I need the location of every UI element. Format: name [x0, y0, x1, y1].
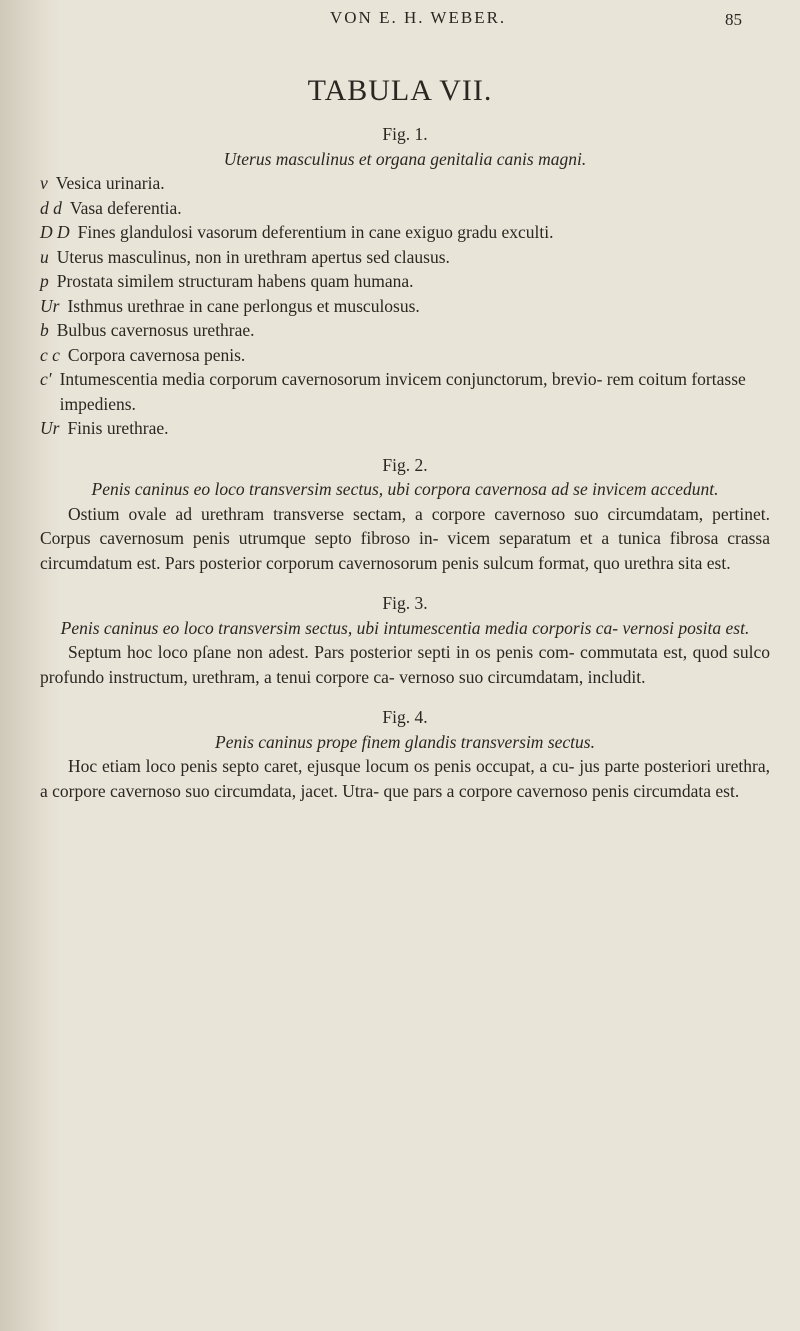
legend-text: Prostata similem structuram habens quam humana.: [56, 271, 414, 291]
page-number: 85: [725, 10, 742, 29]
legend-text: Intumescentia media corporum cavernosorum invicem conjunctorum, brevio- rem coitum fortasse impediens.: [59, 369, 746, 414]
fig2-label: Fig. 2.: [382, 454, 428, 475]
legend-item: [40, 220, 770, 245]
fig4-text: Hoc etiam loco penis septo caret, ejusque locum os penis occupat, a cu- jus parte posteriori urethra, a corpore cavernoso suo circumdata, jacet. Utra- que pars a corpore cavernoso penis circumdata est.: [40, 756, 770, 801]
fig2-caption: Penis caninus eo loco transversim sectus, ubi corpora cavernosa ad se invicem accedunt.: [91, 479, 719, 499]
page-content: [40, 122, 770, 803]
fig3-label: Fig. 3.: [382, 593, 428, 613]
legend-text: Uterus masculinus, non in urethram apertus sed clausus.: [56, 246, 450, 267]
legend-key: d d: [40, 197, 62, 218]
legend-item: [40, 367, 770, 416]
legend-item: [40, 245, 770, 270]
legend-item: [40, 171, 770, 196]
legend-key: u: [40, 246, 49, 267]
fig4-caption: Penis caninus prope finem glandis transversim sectus.: [215, 731, 595, 752]
fig4-label: Fig. 4.: [382, 707, 428, 727]
fig1-caption: Uterus masculinus et organa genitalia canis magni.: [223, 148, 587, 169]
fig3-caption: Penis caninus eo loco transversim sectus, ubi intumescentia media corporis ca- vernosi posita est.: [60, 617, 750, 638]
legend-key: D D: [40, 222, 70, 242]
legend-text: Bulbus cavernosus urethrae.: [56, 320, 255, 340]
legend-key: b: [40, 320, 49, 340]
legend-key: Ur: [40, 418, 60, 438]
legend-key: p: [40, 271, 49, 291]
fig1-legend: [40, 171, 770, 441]
legend-item: [40, 269, 770, 294]
plate-title: TABULA VII.: [307, 74, 493, 107]
legend-key: c′: [40, 369, 52, 389]
legend-text: Corpora cavernosa penis.: [67, 344, 246, 365]
legend-text: Finis urethrae.: [67, 418, 169, 438]
legend-item: [40, 196, 770, 221]
legend-item: [40, 416, 770, 441]
legend-item: [40, 294, 770, 319]
legend-text: Vesica urinaria.: [55, 173, 165, 193]
running-head: VON E. H. WEBER.: [330, 8, 507, 27]
page-header: [0, 8, 800, 38]
legend-item: [40, 343, 770, 368]
legend-item: [40, 318, 770, 343]
legend-text: Vasa deferentia.: [69, 197, 182, 218]
legend-text: Isthmus urethrae in cane perlongus et musculosus.: [67, 295, 420, 316]
fig3-text: Septum hoc loco pſane non adest. Pars posterior septi in os penis com- commutata est, quod sulco profundo instructum, urethram, a tenui corpore ca- vernoso suo circumdatam, includit.: [40, 642, 770, 687]
fig2-text: Ostium ovale ad urethram transverse sectam, a corpore cavernoso suo circumdatam, pertinet. Corpus cavernosum penis utrumque septo fibroso in- vicem separatum et a tunica fibrosa crassa circumdatum est. Pars posterior corporum cavernosorum penis sulcum format, quo urethra sita est.: [40, 503, 770, 573]
legend-key: v: [40, 173, 48, 193]
legend-text: Fines glandulosi vasorum deferentium in cane exiguo gradu exculti.: [77, 222, 554, 242]
legend-key: Ur: [40, 295, 60, 316]
legend-key: c c: [40, 344, 60, 365]
fig1-label: Fig. 1.: [382, 124, 428, 144]
